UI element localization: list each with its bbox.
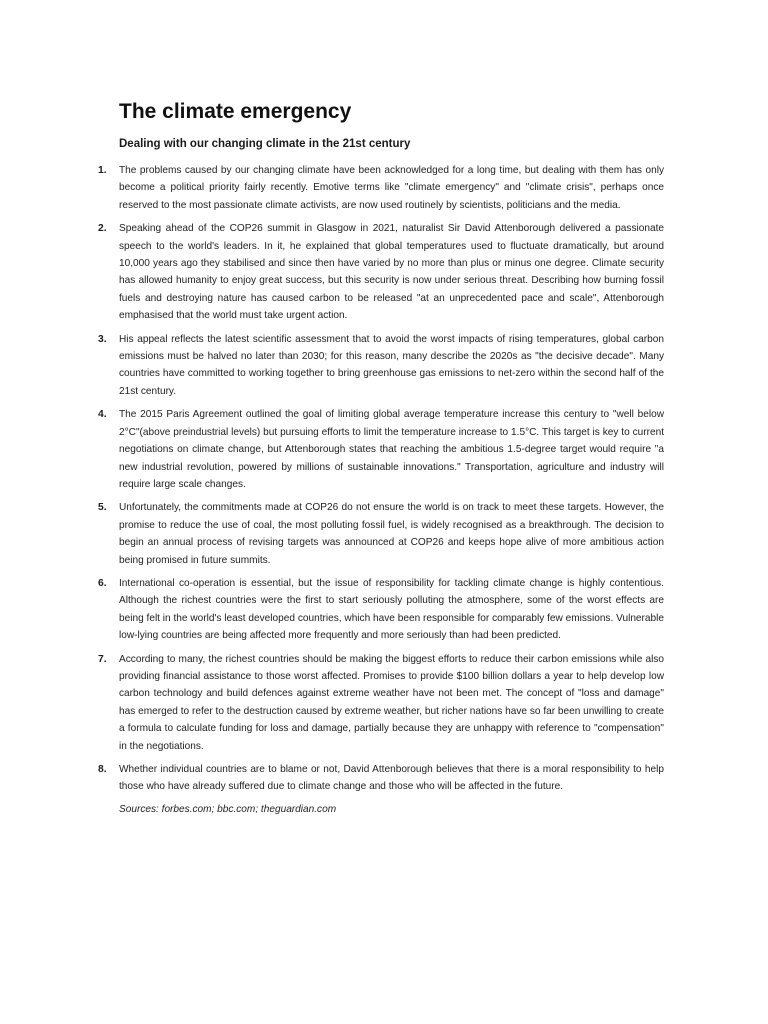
list-item xyxy=(98,162,664,214)
page-title: The climate emergency xyxy=(119,100,352,123)
item-number: 3. xyxy=(98,333,107,345)
list-item xyxy=(98,220,664,324)
sources-note: Sources: forbes.com; bbc.com; theguardian.com xyxy=(119,803,337,815)
item-text: The problems caused by our changing climate have been acknowledged for a long time, but dealing with them has only become a political priority fairly recently. Emotive terms like "climate emergency" and "climate crisis", perhaps once reserved to the most passionate climate activists, are now used routinely by scientists, politicians and the media. xyxy=(119,165,664,211)
item-text: Unfortunately, the commitments made at COP26 do not ensure the world is on track to meet these targets. However, the promise to reduce the use of coal, the most polluting fossil fuel, is widely recognised as a breakthrough. The decision to begin an annual process of revising targets was announced at COP26 and keeps hope alive of more ambitious action being promised in future summits. xyxy=(119,502,664,566)
item-number: 7. xyxy=(98,653,107,665)
item-text: His appeal reflects the latest scientific assessment that to avoid the worst impacts of rising temperatures, global carbon emissions must be halved no later than 2030; for this reason, many describe the 2020s as "the decisive decade". Many countries have committed to working together to bring greenhouse gas emissions to net-zero within the second half of the 21st century. xyxy=(119,333,664,397)
list-item xyxy=(98,331,664,401)
item-number: 1. xyxy=(98,165,107,176)
numbered-list xyxy=(98,162,664,796)
item-text: Whether individual countries are to blame or not, David Attenborough believes that there is a moral responsibility to help those who have already suffered due to climate change and those who will be affected in the future. xyxy=(119,764,664,793)
list-item xyxy=(98,499,664,569)
list-item xyxy=(98,406,664,493)
page-subtitle: Dealing with our changing climate in the 21st century xyxy=(119,138,411,150)
item-number: 6. xyxy=(98,577,107,589)
list-item xyxy=(98,651,664,755)
item-text: According to many, the richest countries should be making the biggest efforts to reduce their carbon emissions while also providing financial assistance to those worst affected. Promises to provide $100 billion dollars a year to help develop low carbon technology and build defences against extreme weather have not been met. The concept of "loss and damage" has emerged to refer to the destruction caused by extreme weather, but richer nations have so far been unwilling to create a formula to calculate funding for loss and damage, partially because they are unhappy with reference to "compensation" in the negotiations. xyxy=(119,653,664,752)
item-number: 4. xyxy=(98,409,107,421)
item-number: 8. xyxy=(98,764,107,775)
list-item xyxy=(98,575,664,645)
item-text: Speaking ahead of the COP26 summit in Glasgow in 2021, naturalist Sir David Attenborough delivered a passionate speech to the world's leaders. In it, he explained that global temperatures used to fluctuate dramatically, but around 10,000 years ago they stabilised and since then have varied by no more than plus or minus one degree. Climate security has allowed humanity to enjoy great success, but this security is now under serious threat. Describing how burning fossil fuels and destroying nature has caused carbon to be released "at an unprecedented pace and scale", Attenborough emphasised that the world must take urgent action. xyxy=(119,223,664,322)
list-item xyxy=(98,761,664,796)
item-text: International co-operation is essential, but the issue of responsibility for tackling climate change is highly contentious. Although the richest countries were the first to start seriously polluting the atmosphere, some of the worst effects are being felt in the world's least developed countries, which have been responsible for comparably few emissions. Vulnerable low-lying countries are being affected more frequently and more seriously than had been predicted. xyxy=(119,577,664,642)
item-number: 2. xyxy=(98,223,107,235)
document-page xyxy=(98,96,664,818)
item-text: The 2015 Paris Agreement outlined the goal of limiting global average temperature increase this century to "well below 2°C"(above preindustrial levels) but pursuing efforts to limit the temperature increase to 1.5°C. This target is key to current negotiations on climate change, but Attenborough states that reaching the ambitious 1.5-degree target would require "a new industrial revolution, powered by millions of sustainable innovations." Transportation, agriculture and industry will require large scale changes. xyxy=(119,409,664,490)
item-number: 5. xyxy=(98,502,107,514)
